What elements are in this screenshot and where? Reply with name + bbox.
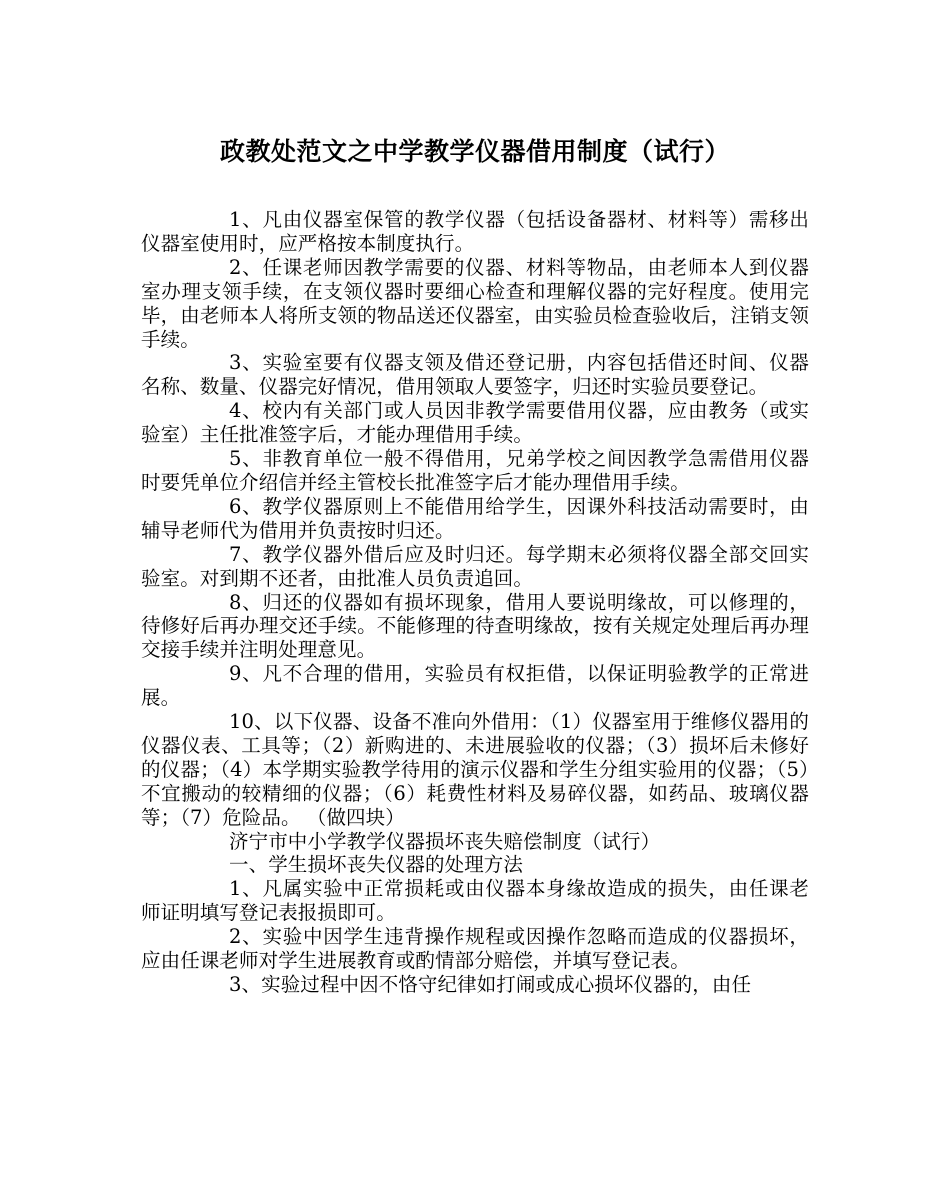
paragraph-9: 9、凡不合理的借用，实验员有权拒借，以保证明验教学的正常进展。 xyxy=(141,662,809,710)
document-body xyxy=(141,208,809,997)
paragraph-4: 4、校内有关部门或人员因非教学需要借用仪器，应由教务（或实验室）主任批准签字后，才能办理借用手续。 xyxy=(141,399,809,447)
paragraph-2: 2、任课老师因教学需要的仪器、材料等物品，由老师本人到仪器室办理支领手续，在支领仪器时要细心检查和理解仪器的完好程度。使用完毕，由老师本人将所支领的物品送还仪器室，由实验员检查验收后，注销支领手续。 xyxy=(141,255,809,351)
subsection-title: 济宁市中小学教学仪器损坏丧失赔偿制度（试行） xyxy=(229,829,661,853)
paragraph-14: 2、实验中因学生违背操作规程或因操作忽略而造成的仪器损坏，应由任课老师对学生进展教育或酌情部分赔偿，并填写登记表。 xyxy=(141,925,809,973)
paragraph-7: 7、教学仪器外借后应及时归还。每学期末必须将仪器全部交回实验室。对到期不还者，由批准人员负责追回。 xyxy=(141,542,809,590)
document-title: 政教处范文之中学教学仪器借用制度（试行） xyxy=(219,137,730,166)
paragraph-13: 1、凡属实验中正常损耗或由仪器本身缘故造成的损失，由任课老师证明填写登记表报损即可。 xyxy=(141,877,809,925)
paragraph-3: 3、实验室要有仪器支领及借还登记册，内容包括借还时间、仪器名称、数量、仪器完好情况，借用领取人要签字，归还时实验员要登记。 xyxy=(141,351,809,399)
paragraph-5: 5、非教育单位一般不得借用，兄弟学校之间因教学急需借用仪器时要凭单位介绍信并经主管校长批准签字后才能办理借用手续。 xyxy=(141,447,809,494)
paragraph-8: 8、归还的仪器如有损坏现象，借用人要说明缘故，可以修理的，待修好后再办理交还手续。不能修理的待查明缘故，按有关规定处理后再办理交接手续并注明处理意见。 xyxy=(141,590,809,662)
paragraph-15: 3、实验过程中因不恪守纪律如打闹或成心损坏仪器的，由任 xyxy=(229,973,752,996)
paragraph-6: 6、教学仪器原则上不能借用给学生，因课外科技活动需要时，由辅导老师代为借用并负责按时归还。 xyxy=(141,494,809,542)
paragraph-1: 1、凡由仪器室保管的教学仪器（包括设备器材、材料等）需移出仪器室使用时，应严格按本制度执行。 xyxy=(141,208,809,255)
section-heading: 一、学生损坏丧失仪器的处理方法 xyxy=(229,853,524,877)
paragraph-10: 10、以下仪器、设备不准向外借用：（1）仪器室用于维修仪器用的仪器仪表、工具等；（2）新购进的、未进展验收的仪器；（3）损坏后未修好的仪器；（4）本学期实验教学待用的演示仪器和学生分组实验用的仪器；（5）不宜搬动的较精细的仪器；（6）耗费性材料及易碎仪器，如药品、玻璃仪器等；（7）危险品。 （做四块） xyxy=(141,710,809,829)
